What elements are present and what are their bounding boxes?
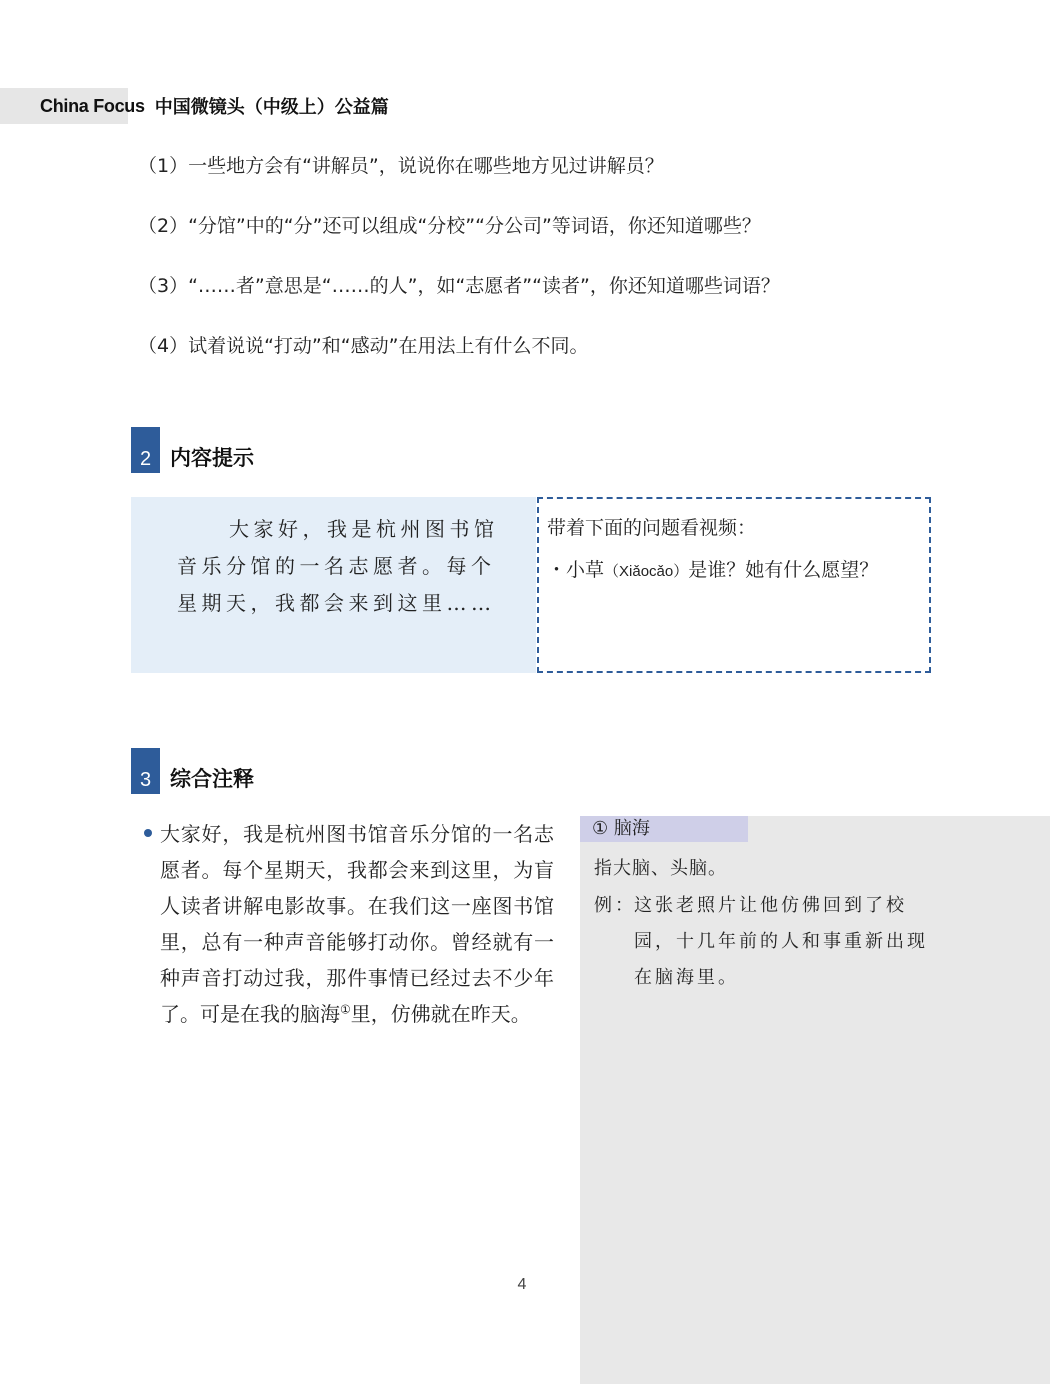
question-list [138,148,938,388]
viewing-question-item [547,549,921,593]
video-preview-box [131,497,536,673]
section-heading-notes [131,748,254,794]
main-text-part2: 里，仿佛就在昨天。 [350,1002,531,1026]
main-text-part1: 大家好，我是杭州图书馆音乐分馆的一名志愿者。每个星期天，我都会来到这里，为盲人读者讲解电影故事。在我们这一座图书馆里，总有一种声音能够打动你。曾经就有一种声音打动过我，那件事情已经过去不少年了。可是在我的脑海 [160,822,554,1026]
section-title: 内容提示 [170,446,254,470]
section-title: 综合注释 [170,767,254,791]
viewing-questions-title: 带着下面的问题看视频： [547,517,757,539]
example-text: 这张老照片让他仿佛回到了校园，十几年前的人和事重新出现在脑海里。 [634,895,928,988]
question-text-end: 是谁？她有什么愿望？ [688,559,879,581]
notes-panel [580,816,1050,1384]
book-title: 中国微镜头（中级上）公益篇 [154,97,389,118]
bullet-dot [144,829,152,837]
preview-text: 大家好，我是杭州图书馆音乐分馆的一名志愿者。每个星期天，我都会来到这里…… [177,517,499,615]
viewing-questions-box [537,497,931,673]
note-example [594,888,940,996]
question-item: （1）一些地方会有“讲解员”，说说你在哪些地方见过讲解员？ [138,155,664,177]
main-text [160,816,554,1032]
main-text-block [140,816,560,1032]
page-number: 4 [517,1276,527,1293]
footnote-marker[interactable]: ① [340,1002,351,1017]
running-header [40,92,389,120]
brand-name: China Focus [40,95,145,116]
question-item: （4）试着说说“打动”和“感动”在用法上有什么不同。 [138,335,589,357]
section-number: 2 [131,427,160,473]
note-label: ① 脑海 [580,816,748,842]
note-definition: 指大脑、头脑。 [594,858,727,879]
section-heading-content-hints [131,427,254,473]
question-text-start: 小草 [566,559,605,581]
example-label: 例： [594,895,636,916]
question-item: （2）“分馆”中的“分”还可以组成“分校”“分公司”等词语，你还知道哪些？ [138,215,761,237]
section-number: 3 [131,748,160,794]
bullet: ・ [547,559,567,581]
pinyin: （Xiǎocǎo） [604,563,689,580]
question-item: （3）“……者”意思是“……的人”，如“志愿者”“读者”，你还知道哪些词语？ [138,275,780,297]
